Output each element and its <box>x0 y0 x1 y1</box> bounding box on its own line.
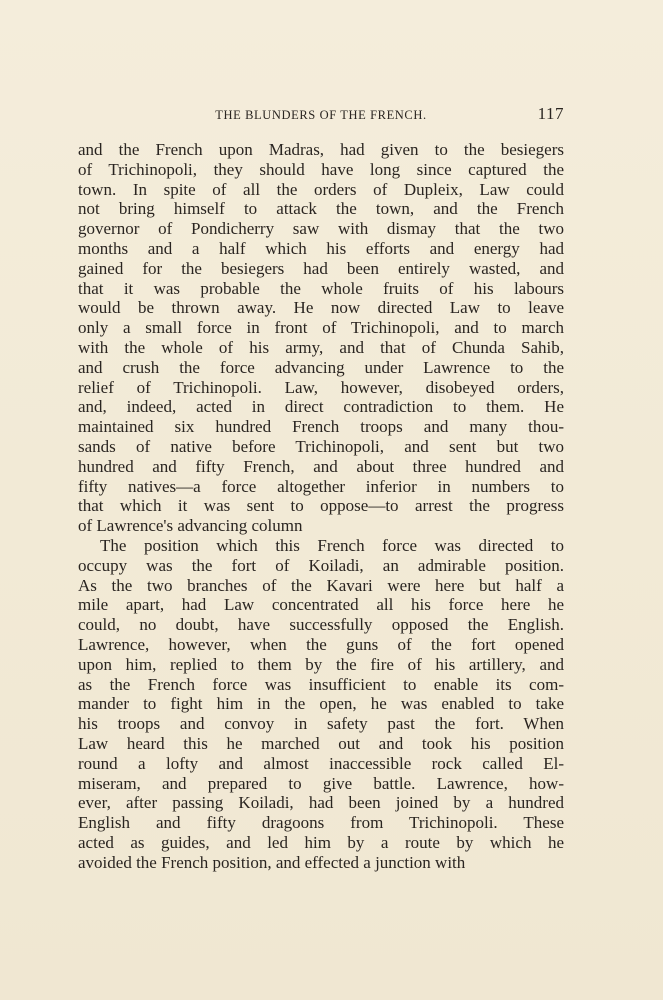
text-line: and, indeed, acted in direct contradiction to them. He <box>78 397 564 417</box>
text-line: that which it was sent to oppose—to arrest the progress <box>78 496 564 516</box>
paragraph-2 <box>78 536 564 873</box>
text-line: that it was probable the whole fruits of his labours <box>78 278 564 298</box>
text-line: acted as guides, and led him by a route by which he <box>78 832 564 852</box>
text-line: miseram, and prepared to give battle. Lawrence, how- <box>78 773 564 793</box>
text-line: round a lofty and almost inaccessible rock called El- <box>78 753 564 773</box>
text-line: of Lawrence's advancing column <box>78 516 303 536</box>
text-line: as the French force was insufficient to enable its com- <box>78 674 564 694</box>
text-line: Law heard this he marched out and took his position <box>78 733 564 753</box>
text-line: would be thrown away. He now directed Law to leave <box>78 298 564 318</box>
text-line: only a small force in front of Trichinopoli, and to march <box>78 318 564 338</box>
text-line: upon him, replied to them by the fire of his artillery, and <box>78 654 564 674</box>
text-line: could, no doubt, have successfully opposed the English. <box>78 615 564 635</box>
running-head <box>78 104 564 126</box>
text-line: governor of Pondicherry saw with dismay that the two <box>78 219 564 239</box>
text-line: his troops and convoy in safety past the fort. When <box>78 714 564 734</box>
running-title: THE BLUNDERS OF THE FRENCH. <box>215 108 427 122</box>
text-line: fifty natives—a force altogether inferior in numbers to <box>78 476 564 496</box>
text-line: hundred and fifty French, and about three hundred and <box>78 456 564 476</box>
text-line: English and fifty dragoons from Trichinopoli. These <box>78 813 564 833</box>
text-line: The position which this French force was directed to <box>100 535 564 555</box>
text-line: As the two branches of the Kavari were here but half a <box>78 575 564 595</box>
text-line: mile apart, had Law concentrated all his force here he <box>78 595 564 615</box>
text-line: Lawrence, however, when the guns of the fort opened <box>78 634 564 654</box>
page-number: 117 <box>537 104 564 123</box>
text-line: avoided the French position, and effected a junction with <box>78 852 466 872</box>
text-line: and the French upon Madras, had given to the besiegers <box>78 140 564 159</box>
text-line: relief of Trichinopoli. Law, however, disobeyed orders, <box>78 377 564 397</box>
text-line: of Trichinopoli, they should have long since captured the <box>78 159 564 179</box>
text-line: mander to fight him in the open, he was enabled to take <box>78 694 564 714</box>
text-line: ever, after passing Koiladi, had been joined by a hundred <box>78 793 564 813</box>
body-text <box>78 140 564 872</box>
text-line: maintained six hundred French troops and many thou- <box>78 417 564 437</box>
text-line: sands of native before Trichinopoli, and sent but two <box>78 436 564 456</box>
text-line: and crush the force advancing under Lawrence to the <box>78 357 564 377</box>
text-line: town. In spite of all the orders of Dupleix, Law could <box>78 179 564 199</box>
paragraph-1 <box>78 140 564 536</box>
text-line: not bring himself to attack the town, and the French <box>78 199 564 219</box>
text-line: with the whole of his army, and that of Chunda Sahib, <box>78 337 564 357</box>
text-line: months and a half which his efforts and energy had <box>78 238 564 258</box>
text-line: occupy was the fort of Koiladi, an admirable position. <box>78 555 564 575</box>
text-line: gained for the besiegers had been entirely wasted, and <box>78 258 564 278</box>
